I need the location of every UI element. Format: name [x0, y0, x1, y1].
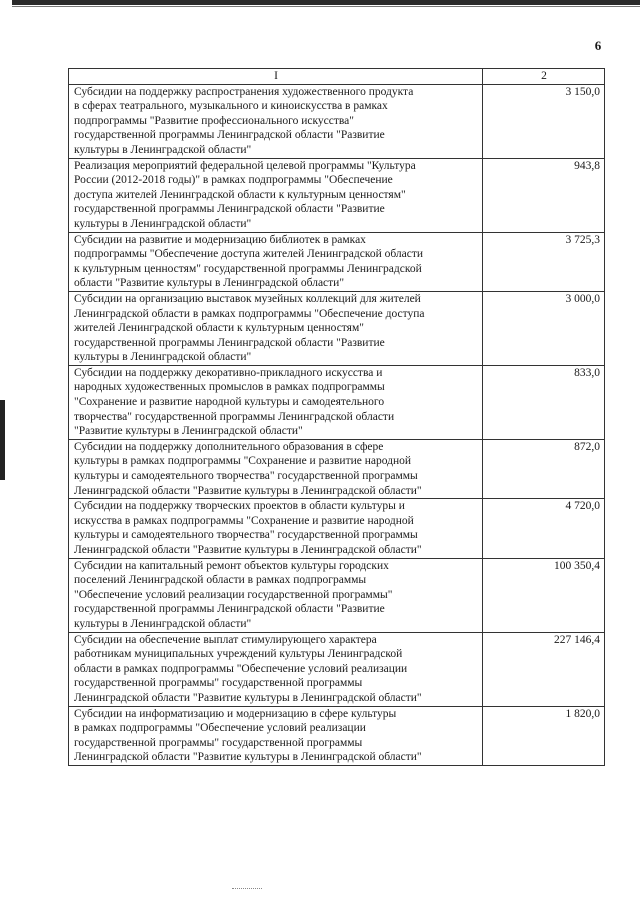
table-row	[69, 439, 605, 498]
row-description: Субсидии на поддержку творческих проектов в области культуры и искусства в рамках подпрограммы "Сохранение и развитие народной культуры и самодеятельного творчества" государственной программы Ленинградской области "Развитие культуры в Ленинградской области"	[69, 499, 483, 558]
table-row	[69, 365, 605, 439]
row-amount: 1 820,0	[483, 706, 605, 765]
table-row	[69, 558, 605, 632]
table-row	[69, 84, 605, 158]
row-amount: 3 000,0	[483, 291, 605, 365]
row-amount: 943,8	[483, 158, 605, 232]
row-description: Субсидии на развитие и модернизацию библиотек в рамках подпрограммы "Обеспечение доступа жителей Ленинградской области к культурным ценностям" государственной программы Ленинградской области "Развитие культуры в Ленинградской области"	[69, 232, 483, 291]
table-row	[69, 499, 605, 558]
row-description: Реализация мероприятий федеральной целевой программы "Культура России (2012-2018 годы)" в рамках подпрограммы "Обеспечение доступа жителей Ленинградской области к культурным ценностям" государственной программы Ленинградской области "Развитие культуры в Ленинградской области"	[69, 158, 483, 232]
row-description: Субсидии на поддержку декоративно-прикладного искусства и народных художественных промыслов в рамках подпрограммы "Сохранение и развитие народной культуры и самодеятельного творчества" государственной программы Ленинградской области "Развитие культуры в Ленинградской области"	[69, 365, 483, 439]
page-number: 6	[594, 38, 602, 53]
table-header-row	[69, 69, 605, 85]
column-header-2: 2	[483, 69, 605, 85]
scan-left-edge-mark	[0, 400, 5, 480]
row-amount: 3 150,0	[483, 84, 605, 158]
scan-noise-mark	[232, 888, 262, 892]
row-amount: 833,0	[483, 365, 605, 439]
row-description: Субсидии на поддержку распространения художественного продукта в сферах театрального, музыкального и киноискусства в рамках подпрограммы "Развитие профессионального искусства" государственной программы Ленинградской области "Развитие культуры в Ленинградской области"	[69, 84, 483, 158]
table-row	[69, 232, 605, 291]
table-row	[69, 158, 605, 232]
row-description: Субсидии на информатизацию и модернизацию в сфере культуры в рамках подпрограммы "Обеспечение условий реализации государственной программы" государственной программы Ленинградской области "Развитие культуры в Ленинградской области"	[69, 706, 483, 765]
row-amount: 872,0	[483, 439, 605, 498]
row-description: Субсидии на поддержку дополнительного образования в сфере культуры в рамках подпрограммы "Сохранение и развитие народной культуры и самодеятельного творчества" государственной программы Ленинградской области "Развитие культуры в Ленинградской области"	[69, 439, 483, 498]
row-description: Субсидии на капитальный ремонт объектов культуры городских поселений Ленинградской области в рамках подпрограммы "Обеспечение условий реализации государственной программы" государственной программы Ленинградской области "Развитие культуры в Ленинградской области"	[69, 558, 483, 632]
column-header-1: I	[69, 69, 483, 85]
row-amount: 227 146,4	[483, 632, 605, 706]
table-row	[69, 706, 605, 765]
row-amount: 100 350,4	[483, 558, 605, 632]
scan-top-edge-line	[12, 6, 640, 7]
budget-table	[68, 68, 605, 766]
row-amount: 4 720,0	[483, 499, 605, 558]
row-amount: 3 725,3	[483, 232, 605, 291]
row-description: Субсидии на организацию выставок музейных коллекций для жителей Ленинградской области в рамках подпрограммы "Обеспечение доступа жителей Ленинградской области к культурным ценностям" государственной программы Ленинградской области "Развитие культуры в Ленинградской области"	[69, 291, 483, 365]
table-row	[69, 291, 605, 365]
scan-top-edge-bar	[12, 0, 640, 5]
row-description: Субсидии на обеспечение выплат стимулирующего характера работникам муниципальных учреждений культуры Ленинградской области в рамках подпрограммы "Обеспечение условий реализации государственной программы" государственной программы Ленинградской области "Развитие культуры в Ленинградской области"	[69, 632, 483, 706]
table-row	[69, 632, 605, 706]
